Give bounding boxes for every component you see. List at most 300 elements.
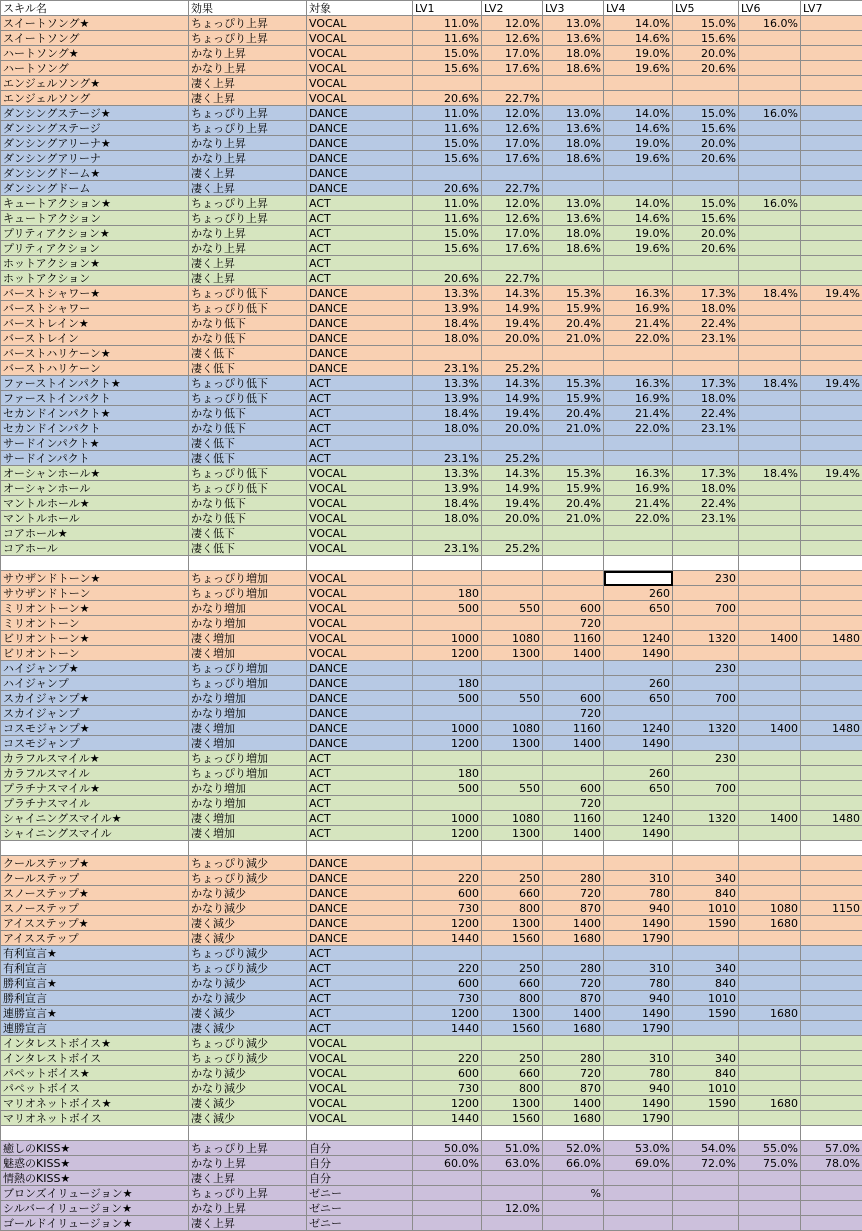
cell-lv3[interactable] <box>543 946 604 961</box>
cell-lv3[interactable]: 870 <box>543 901 604 916</box>
cell-lv7[interactable] <box>801 766 862 781</box>
header-cell-effect[interactable]: 効果 <box>189 1 307 16</box>
cell-lv4[interactable] <box>604 181 673 196</box>
cell-lv2[interactable]: 800 <box>482 901 543 916</box>
cell-lv6[interactable] <box>739 871 801 886</box>
cell-lv1[interactable]: 15.0% <box>413 46 482 61</box>
cell-lv7[interactable] <box>801 496 862 511</box>
cell-lv7[interactable] <box>801 241 862 256</box>
cell-lv4[interactable]: 16.3% <box>604 376 673 391</box>
cell-target[interactable]: VOCAL <box>307 616 413 631</box>
cell-lv7[interactable] <box>801 361 862 376</box>
cell-lv1[interactable] <box>413 856 482 871</box>
cell-lv6[interactable]: 18.4% <box>739 376 801 391</box>
cell-lv1[interactable]: 600 <box>413 976 482 991</box>
cell-lv6[interactable] <box>739 571 801 586</box>
cell-effect[interactable]: ちょっぴり減少 <box>189 856 307 871</box>
cell-lv6[interactable] <box>739 826 801 841</box>
cell-lv7[interactable] <box>801 346 862 361</box>
cell-lv5[interactable] <box>673 1216 739 1231</box>
cell-lv4[interactable]: 260 <box>604 586 673 601</box>
cell-target[interactable]: DANCE <box>307 931 413 946</box>
cell-effect[interactable] <box>189 841 307 856</box>
cell-lv3[interactable]: 18.6% <box>543 241 604 256</box>
cell-lv4[interactable]: 14.0% <box>604 106 673 121</box>
cell-effect[interactable]: かなり減少 <box>189 901 307 916</box>
cell-lv4[interactable]: 650 <box>604 691 673 706</box>
cell-effect[interactable]: 凄く上昇 <box>189 271 307 286</box>
cell-lv2[interactable] <box>482 766 543 781</box>
cell-lv3[interactable] <box>543 586 604 601</box>
cell-lv6[interactable] <box>739 1036 801 1051</box>
header-cell-name[interactable]: スキル名 <box>1 1 189 16</box>
cell-name[interactable]: サウザンドトーン★ <box>1 571 189 586</box>
cell-lv2[interactable]: 1080 <box>482 631 543 646</box>
cell-lv4[interactable] <box>604 616 673 631</box>
cell-lv4[interactable]: 21.4% <box>604 496 673 511</box>
cell-lv5[interactable] <box>673 526 739 541</box>
cell-lv5[interactable] <box>673 556 739 571</box>
cell-lv4[interactable]: 1490 <box>604 1096 673 1111</box>
cell-lv5[interactable]: 840 <box>673 886 739 901</box>
cell-effect[interactable] <box>189 556 307 571</box>
cell-effect[interactable]: かなり上昇 <box>189 226 307 241</box>
cell-lv3[interactable]: 18.6% <box>543 61 604 76</box>
cell-name[interactable]: バーストレイン <box>1 331 189 346</box>
cell-lv3[interactable]: 20.4% <box>543 406 604 421</box>
cell-lv4[interactable]: 1790 <box>604 1021 673 1036</box>
cell-lv7[interactable] <box>801 946 862 961</box>
cell-lv3[interactable]: 720 <box>543 616 604 631</box>
cell-lv4[interactable]: 1490 <box>604 646 673 661</box>
cell-name[interactable]: プリティアクション★ <box>1 226 189 241</box>
cell-lv3[interactable] <box>543 661 604 676</box>
cell-effect[interactable]: 凄く上昇 <box>189 91 307 106</box>
cell-lv2[interactable] <box>482 1126 543 1141</box>
cell-target[interactable]: ゼニー <box>307 1186 413 1201</box>
cell-effect[interactable]: 凄く上昇 <box>189 1171 307 1186</box>
cell-lv2[interactable]: 19.4% <box>482 496 543 511</box>
cell-lv6[interactable] <box>739 766 801 781</box>
cell-lv1[interactable]: 13.3% <box>413 286 482 301</box>
cell-lv7[interactable] <box>801 226 862 241</box>
cell-lv6[interactable]: 75.0% <box>739 1156 801 1171</box>
cell-lv4[interactable] <box>604 1216 673 1231</box>
cell-lv6[interactable]: 1680 <box>739 1096 801 1111</box>
cell-lv5[interactable] <box>673 931 739 946</box>
cell-lv2[interactable]: 20.0% <box>482 331 543 346</box>
cell-lv3[interactable] <box>543 856 604 871</box>
cell-lv1[interactable]: 18.4% <box>413 316 482 331</box>
cell-target[interactable]: ACT <box>307 976 413 991</box>
cell-target[interactable]: ACT <box>307 811 413 826</box>
cell-lv4[interactable] <box>604 1186 673 1201</box>
cell-lv3[interactable] <box>543 541 604 556</box>
cell-lv4[interactable] <box>604 1126 673 1141</box>
cell-effect[interactable]: かなり増加 <box>189 781 307 796</box>
cell-lv1[interactable]: 1200 <box>413 1006 482 1021</box>
cell-name[interactable]: 勝利宣言★ <box>1 976 189 991</box>
header-cell-lv6[interactable]: LV6 <box>739 1 801 16</box>
cell-target[interactable]: DANCE <box>307 901 413 916</box>
cell-lv7[interactable] <box>801 706 862 721</box>
cell-lv3[interactable]: 1400 <box>543 1006 604 1021</box>
cell-lv7[interactable] <box>801 406 862 421</box>
cell-lv6[interactable] <box>739 61 801 76</box>
cell-lv5[interactable]: 1590 <box>673 1096 739 1111</box>
cell-lv3[interactable]: 13.6% <box>543 31 604 46</box>
cell-lv7[interactable] <box>801 751 862 766</box>
cell-lv1[interactable]: 1200 <box>413 736 482 751</box>
cell-lv1[interactable] <box>413 841 482 856</box>
cell-lv2[interactable]: 660 <box>482 976 543 991</box>
cell-lv1[interactable]: 15.0% <box>413 226 482 241</box>
cell-target[interactable]: ACT <box>307 991 413 1006</box>
cell-lv7[interactable] <box>801 256 862 271</box>
cell-lv3[interactable]: 18.0% <box>543 46 604 61</box>
cell-lv5[interactable]: 72.0% <box>673 1156 739 1171</box>
cell-effect[interactable]: ちょっぴり上昇 <box>189 16 307 31</box>
cell-effect[interactable]: 凄く増加 <box>189 826 307 841</box>
cell-lv7[interactable] <box>801 1051 862 1066</box>
cell-lv4[interactable]: 19.6% <box>604 61 673 76</box>
cell-name[interactable]: コスモジャンプ★ <box>1 721 189 736</box>
cell-lv2[interactable]: 1560 <box>482 931 543 946</box>
cell-lv2[interactable]: 1300 <box>482 916 543 931</box>
cell-lv5[interactable] <box>673 841 739 856</box>
cell-name[interactable]: スイートソング★ <box>1 16 189 31</box>
cell-effect[interactable]: ちょっぴり増加 <box>189 661 307 676</box>
cell-lv4[interactable]: 16.3% <box>604 466 673 481</box>
cell-lv7[interactable] <box>801 856 862 871</box>
cell-name[interactable]: アイスステップ★ <box>1 916 189 931</box>
cell-lv7[interactable] <box>801 1006 862 1021</box>
cell-lv7[interactable]: 19.4% <box>801 466 862 481</box>
cell-lv3[interactable]: 280 <box>543 871 604 886</box>
cell-lv1[interactable]: 13.3% <box>413 376 482 391</box>
cell-target[interactable]: ACT <box>307 1006 413 1021</box>
cell-lv4[interactable]: 1790 <box>604 1111 673 1126</box>
cell-lv2[interactable] <box>482 166 543 181</box>
cell-lv1[interactable]: 600 <box>413 886 482 901</box>
cell-lv7[interactable] <box>801 781 862 796</box>
cell-lv5[interactable] <box>673 706 739 721</box>
cell-lv7[interactable] <box>801 1201 862 1216</box>
cell-name[interactable]: サウザンドトーン <box>1 586 189 601</box>
cell-lv7[interactable] <box>801 931 862 946</box>
cell-lv2[interactable]: 14.9% <box>482 481 543 496</box>
cell-name[interactable]: マントルホール <box>1 511 189 526</box>
cell-lv4[interactable]: 16.9% <box>604 301 673 316</box>
cell-name[interactable]: 情熱のKISS★ <box>1 1171 189 1186</box>
cell-lv5[interactable]: 17.3% <box>673 376 739 391</box>
cell-lv7[interactable] <box>801 106 862 121</box>
cell-lv4[interactable] <box>604 271 673 286</box>
cell-lv5[interactable]: 340 <box>673 961 739 976</box>
cell-lv4[interactable]: 1240 <box>604 631 673 646</box>
cell-lv2[interactable]: 800 <box>482 1081 543 1096</box>
cell-effect[interactable]: 凄く低下 <box>189 526 307 541</box>
cell-lv1[interactable]: 18.0% <box>413 331 482 346</box>
cell-effect[interactable]: かなり上昇 <box>189 46 307 61</box>
cell-lv6[interactable]: 1400 <box>739 631 801 646</box>
cell-name[interactable]: ハートソング <box>1 61 189 76</box>
cell-lv4[interactable] <box>604 556 673 571</box>
cell-lv5[interactable] <box>673 1036 739 1051</box>
cell-lv5[interactable] <box>673 736 739 751</box>
cell-lv5[interactable]: 20.0% <box>673 226 739 241</box>
cell-name[interactable]: マントルホール★ <box>1 496 189 511</box>
cell-lv1[interactable]: 600 <box>413 1066 482 1081</box>
cell-name[interactable] <box>1 1126 189 1141</box>
cell-lv7[interactable] <box>801 451 862 466</box>
cell-name[interactable]: ダンシングアリーナ <box>1 151 189 166</box>
cell-target[interactable]: DANCE <box>307 916 413 931</box>
cell-lv5[interactable]: 1590 <box>673 1006 739 1021</box>
cell-lv3[interactable]: 280 <box>543 961 604 976</box>
cell-effect[interactable]: 凄く上昇 <box>189 181 307 196</box>
cell-lv3[interactable]: 13.6% <box>543 121 604 136</box>
cell-lv6[interactable] <box>739 1021 801 1036</box>
cell-lv3[interactable] <box>543 361 604 376</box>
cell-lv2[interactable]: 550 <box>482 691 543 706</box>
cell-lv7[interactable] <box>801 1171 862 1186</box>
cell-lv5[interactable]: 18.0% <box>673 391 739 406</box>
cell-lv2[interactable]: 1300 <box>482 646 543 661</box>
cell-lv6[interactable] <box>739 226 801 241</box>
cell-lv5[interactable] <box>673 1186 739 1201</box>
cell-lv3[interactable] <box>543 166 604 181</box>
cell-lv6[interactable]: 18.4% <box>739 466 801 481</box>
cell-lv1[interactable]: 15.0% <box>413 136 482 151</box>
cell-effect[interactable]: かなり低下 <box>189 511 307 526</box>
cell-lv6[interactable] <box>739 616 801 631</box>
cell-lv4[interactable]: 19.0% <box>604 226 673 241</box>
cell-lv3[interactable] <box>543 841 604 856</box>
cell-lv1[interactable]: 1200 <box>413 916 482 931</box>
cell-lv2[interactable] <box>482 616 543 631</box>
cell-lv7[interactable]: 1150 <box>801 901 862 916</box>
cell-lv3[interactable]: 13.0% <box>543 106 604 121</box>
cell-effect[interactable]: ちょっぴり減少 <box>189 946 307 961</box>
cell-lv2[interactable]: 1300 <box>482 826 543 841</box>
cell-lv2[interactable]: 12.0% <box>482 1201 543 1216</box>
cell-name[interactable]: シャイニングスマイル <box>1 826 189 841</box>
cell-target[interactable]: VOCAL <box>307 646 413 661</box>
cell-effect[interactable]: ちょっぴり低下 <box>189 376 307 391</box>
cell-lv5[interactable]: 340 <box>673 871 739 886</box>
cell-lv1[interactable]: 20.6% <box>413 181 482 196</box>
cell-lv6[interactable] <box>739 751 801 766</box>
cell-lv2[interactable]: 660 <box>482 886 543 901</box>
cell-lv7[interactable] <box>801 1066 862 1081</box>
cell-target[interactable]: VOCAL <box>307 1111 413 1126</box>
cell-lv5[interactable] <box>673 541 739 556</box>
cell-lv6[interactable] <box>739 391 801 406</box>
cell-target[interactable]: DANCE <box>307 136 413 151</box>
cell-lv5[interactable]: 18.0% <box>673 481 739 496</box>
cell-lv1[interactable] <box>413 256 482 271</box>
cell-lv6[interactable]: 55.0% <box>739 1141 801 1156</box>
cell-target[interactable]: DANCE <box>307 871 413 886</box>
cell-lv1[interactable]: 180 <box>413 676 482 691</box>
cell-lv4[interactable]: 14.6% <box>604 211 673 226</box>
cell-effect[interactable]: かなり増加 <box>189 706 307 721</box>
cell-name[interactable]: スノーステップ★ <box>1 886 189 901</box>
cell-name[interactable]: カラフルスマイル★ <box>1 751 189 766</box>
cell-lv2[interactable] <box>482 76 543 91</box>
cell-name[interactable]: アイスステップ <box>1 931 189 946</box>
cell-lv1[interactable]: 1200 <box>413 1096 482 1111</box>
cell-lv5[interactable]: 1010 <box>673 901 739 916</box>
cell-name[interactable]: 勝利宣言 <box>1 991 189 1006</box>
cell-name[interactable]: ダンシングアリーナ★ <box>1 136 189 151</box>
cell-lv3[interactable]: 280 <box>543 1051 604 1066</box>
cell-lv6[interactable] <box>739 736 801 751</box>
cell-lv7[interactable] <box>801 46 862 61</box>
cell-lv7[interactable] <box>801 1081 862 1096</box>
cell-lv4[interactable]: 310 <box>604 961 673 976</box>
cell-target[interactable]: DANCE <box>307 721 413 736</box>
cell-name[interactable]: 連勝宣言★ <box>1 1006 189 1021</box>
cell-lv7[interactable] <box>801 691 862 706</box>
cell-lv5[interactable]: 1590 <box>673 916 739 931</box>
cell-lv1[interactable]: 730 <box>413 1081 482 1096</box>
cell-lv5[interactable] <box>673 946 739 961</box>
cell-lv3[interactable]: 21.0% <box>543 511 604 526</box>
cell-lv6[interactable] <box>739 166 801 181</box>
cell-name[interactable]: カラフルスマイル <box>1 766 189 781</box>
cell-lv4[interactable] <box>604 346 673 361</box>
cell-effect[interactable]: ちょっぴり低下 <box>189 481 307 496</box>
cell-lv1[interactable]: 15.6% <box>413 151 482 166</box>
cell-lv7[interactable] <box>801 436 862 451</box>
cell-lv2[interactable] <box>482 796 543 811</box>
cell-lv2[interactable] <box>482 556 543 571</box>
cell-name[interactable]: ハイジャンプ <box>1 676 189 691</box>
cell-target[interactable]: VOCAL <box>307 1096 413 1111</box>
cell-name[interactable]: オーシャンホール <box>1 481 189 496</box>
cell-lv1[interactable] <box>413 1186 482 1201</box>
cell-lv6[interactable] <box>739 931 801 946</box>
cell-lv5[interactable]: 20.0% <box>673 46 739 61</box>
cell-lv2[interactable]: 17.6% <box>482 151 543 166</box>
cell-name[interactable]: エンジェルソング <box>1 91 189 106</box>
cell-lv7[interactable] <box>801 991 862 1006</box>
cell-lv1[interactable] <box>413 1201 482 1216</box>
cell-lv7[interactable] <box>801 31 862 46</box>
cell-lv3[interactable] <box>543 256 604 271</box>
cell-lv2[interactable]: 1300 <box>482 1006 543 1021</box>
cell-lv5[interactable] <box>673 361 739 376</box>
cell-target[interactable]: VOCAL <box>307 91 413 106</box>
cell-effect[interactable]: ちょっぴり上昇 <box>189 121 307 136</box>
cell-lv2[interactable]: 17.0% <box>482 136 543 151</box>
cell-name[interactable]: スカイジャンプ <box>1 706 189 721</box>
cell-lv5[interactable]: 840 <box>673 1066 739 1081</box>
header-cell-lv5[interactable]: LV5 <box>673 1 739 16</box>
cell-lv5[interactable] <box>673 1021 739 1036</box>
cell-lv1[interactable] <box>413 571 482 586</box>
cell-name[interactable]: スカイジャンプ★ <box>1 691 189 706</box>
cell-effect[interactable]: かなり低下 <box>189 331 307 346</box>
cell-lv3[interactable] <box>543 1036 604 1051</box>
cell-name[interactable]: ダンシングドーム <box>1 181 189 196</box>
cell-lv2[interactable]: 22.7% <box>482 271 543 286</box>
cell-target[interactable]: ACT <box>307 781 413 796</box>
cell-lv1[interactable] <box>413 796 482 811</box>
cell-target[interactable]: DANCE <box>307 691 413 706</box>
cell-effect[interactable]: 凄く減少 <box>189 1021 307 1036</box>
cell-target[interactable]: ゼニー <box>307 1216 413 1231</box>
header-cell-lv2[interactable]: LV2 <box>482 1 543 16</box>
cell-effect[interactable]: 凄く上昇 <box>189 166 307 181</box>
cell-lv7[interactable] <box>801 586 862 601</box>
cell-lv5[interactable] <box>673 586 739 601</box>
cell-lv7[interactable] <box>801 16 862 31</box>
cell-lv4[interactable] <box>604 1036 673 1051</box>
cell-lv4[interactable] <box>604 1201 673 1216</box>
cell-lv2[interactable]: 1080 <box>482 721 543 736</box>
cell-lv3[interactable]: 13.6% <box>543 211 604 226</box>
cell-lv1[interactable]: 220 <box>413 1051 482 1066</box>
cell-lv7[interactable] <box>801 871 862 886</box>
cell-lv3[interactable]: 1160 <box>543 631 604 646</box>
cell-lv3[interactable]: 1680 <box>543 1021 604 1036</box>
cell-lv4[interactable]: 22.0% <box>604 421 673 436</box>
cell-effect[interactable]: 凄く増加 <box>189 721 307 736</box>
cell-lv1[interactable]: 11.6% <box>413 211 482 226</box>
cell-name[interactable] <box>1 556 189 571</box>
cell-lv3[interactable]: 1680 <box>543 1111 604 1126</box>
cell-target[interactable]: ACT <box>307 436 413 451</box>
cell-lv1[interactable]: 500 <box>413 691 482 706</box>
cell-effect[interactable]: かなり低下 <box>189 421 307 436</box>
cell-lv5[interactable]: 18.0% <box>673 301 739 316</box>
cell-lv6[interactable]: 1400 <box>739 721 801 736</box>
cell-target[interactable]: DANCE <box>307 106 413 121</box>
cell-effect[interactable]: かなり上昇 <box>189 136 307 151</box>
cell-name[interactable]: スイートソング <box>1 31 189 46</box>
cell-target[interactable]: ACT <box>307 751 413 766</box>
cell-lv5[interactable] <box>673 646 739 661</box>
cell-lv2[interactable]: 1080 <box>482 811 543 826</box>
cell-lv6[interactable] <box>739 256 801 271</box>
cell-lv4[interactable]: 650 <box>604 601 673 616</box>
cell-lv2[interactable]: 800 <box>482 991 543 1006</box>
cell-lv5[interactable]: 17.3% <box>673 466 739 481</box>
cell-lv6[interactable] <box>739 406 801 421</box>
cell-lv1[interactable]: 1200 <box>413 646 482 661</box>
cell-lv7[interactable] <box>801 301 862 316</box>
cell-lv1[interactable] <box>413 751 482 766</box>
cell-lv1[interactable] <box>413 346 482 361</box>
cell-lv7[interactable] <box>801 541 862 556</box>
cell-name[interactable]: ホットアクション <box>1 271 189 286</box>
cell-lv7[interactable] <box>801 391 862 406</box>
cell-lv7[interactable] <box>801 1096 862 1111</box>
cell-lv6[interactable] <box>739 451 801 466</box>
cell-name[interactable]: クールステップ <box>1 871 189 886</box>
cell-lv7[interactable] <box>801 166 862 181</box>
cell-target[interactable] <box>307 556 413 571</box>
cell-lv3[interactable]: 720 <box>543 976 604 991</box>
cell-lv3[interactable] <box>543 1201 604 1216</box>
cell-lv3[interactable]: 600 <box>543 781 604 796</box>
cell-lv7[interactable]: 1480 <box>801 721 862 736</box>
cell-lv6[interactable] <box>739 646 801 661</box>
cell-lv5[interactable] <box>673 1126 739 1141</box>
